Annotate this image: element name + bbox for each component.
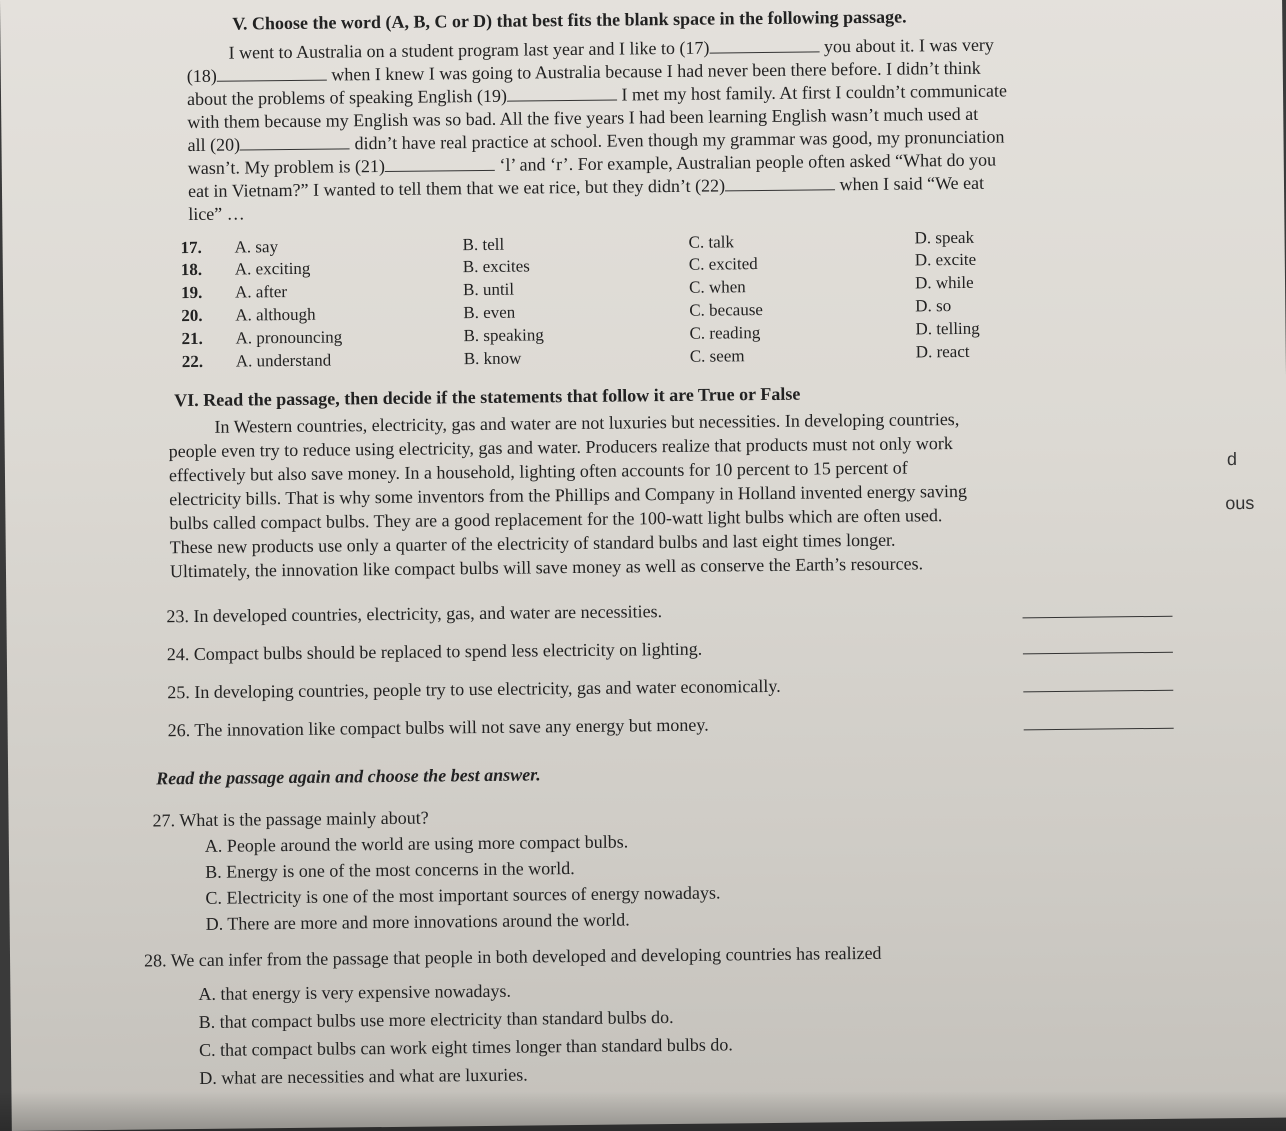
option-a[interactable]: A. understand (235, 350, 332, 371)
question-number: 18. (180, 259, 203, 280)
option-d[interactable]: D. excite (914, 249, 977, 270)
margin-fragment: ous (1225, 492, 1255, 514)
option-c[interactable]: C. excited (688, 254, 758, 274)
option-b[interactable]: B. speaking (463, 325, 544, 346)
question-number: 20. (181, 305, 203, 326)
question-number: 17. (180, 237, 202, 258)
option-c[interactable]: C. talk (688, 232, 735, 252)
option-a[interactable]: A. say (234, 237, 279, 257)
answer-option[interactable]: A. People around the world are using more compact bulbs. (204, 831, 629, 856)
option-b[interactable]: B. even (463, 302, 516, 323)
passage-line: about the problems of speaking English (19) I met my host family. At first I couldn’t communicate (186, 80, 1007, 110)
question-number: 19. (180, 282, 203, 303)
passage-line: I went to Australia on a student program last year and I like to (17) you about it. I was very (228, 34, 994, 63)
answer-line[interactable] (1023, 616, 1173, 619)
answer-line[interactable] (1024, 728, 1174, 731)
option-b[interactable]: B. tell (462, 234, 505, 255)
answer-option[interactable]: C. that compact bulbs can work eight times longer than standard bulbs do. (198, 1034, 733, 1060)
passage-line: with them because my English was so bad. All the five years I had been learning English wasn’t much used at (187, 103, 979, 133)
blank-17[interactable] (709, 37, 819, 53)
option-a[interactable]: A. after (234, 282, 288, 302)
blank-22[interactable] (725, 175, 835, 191)
passage-line: people even try to reduce using electricity, gas and water. Producers realize that products must not only work (168, 433, 953, 462)
blank-19[interactable] (507, 86, 617, 102)
answer-option[interactable]: A. that energy is very expensive nowadays. (198, 980, 512, 1004)
section-6-title: VI. Read the passage, then decide if the statements that follow it are True or False (174, 383, 801, 411)
answer-option[interactable]: C. Electricity is one of the most important sources of energy nowadays. (205, 882, 721, 908)
answer-option[interactable]: D. what are necessities and what are luxuries. (199, 1064, 528, 1088)
blank-20[interactable] (240, 134, 350, 150)
option-a[interactable]: A. pronouncing (235, 327, 343, 348)
option-d[interactable]: D. react (915, 341, 970, 362)
question-number: 22. (181, 351, 204, 372)
section-7-title: Read the passage again and choose the best answer. (156, 764, 541, 789)
option-d[interactable]: D. speak (914, 227, 975, 248)
question-number: 21. (181, 328, 203, 349)
statement: 25. In developing countries, people try to use electricity, gas and water economically. (167, 675, 781, 703)
passage-line: bulbs called compact bulbs. They are a good replacement for the 100-watt light bulbs which are often used. (169, 505, 943, 534)
option-d[interactable]: D. so (915, 296, 952, 316)
passage-line: (18) when I knew I was going to Australia because I had never been there before. I didn’t think (186, 57, 981, 87)
page-shadow (0, 1091, 1286, 1131)
section-5-title: V. Choose the word (A, B, C or D) that best fits the blank space in the following passage. (232, 6, 907, 34)
question-stem: 27. What is the passage mainly about? (152, 807, 429, 831)
passage-line: eat in Vietnam?” I wanted to tell them that we eat rice, but they didn’t (22) when I said “We eat (187, 172, 985, 202)
option-b[interactable]: B. excites (462, 256, 530, 277)
option-b[interactable]: B. know (463, 348, 522, 369)
option-a[interactable]: A. exciting (234, 258, 311, 279)
answer-option[interactable]: B. Energy is one of the most concerns in the world. (205, 858, 575, 882)
statement: 23. In developed countries, electricity, gas, and water are necessities. (166, 601, 663, 627)
passage-line: electricity bills. That is why some inventors from the Phillips and Company in Holland invented energy saving (169, 480, 968, 510)
answer-line[interactable] (1023, 690, 1173, 693)
option-d[interactable]: D. while (914, 272, 974, 293)
passage-line: Ultimately, the innovation like compact bulbs will save money as well as conserve the Earth’s resources. (169, 553, 924, 582)
passage-line: In Western countries, electricity, gas and water are not luxuries but necessities. In developing countries, (214, 408, 960, 437)
option-c[interactable]: C. because (689, 300, 764, 320)
statement: 24. Compact bulbs should be replaced to spend less electricity on lighting. (166, 638, 703, 665)
option-a[interactable]: A. although (235, 304, 316, 325)
passage-line: all (20) didn’t have real practice at school. Even though my grammar was good, my pronunciation (187, 126, 1005, 156)
blank-18[interactable] (217, 66, 327, 82)
statement: 26. The innovation like compact bulbs will not save any energy but money. (167, 714, 709, 741)
option-c[interactable]: C. seem (689, 346, 745, 366)
answer-line[interactable] (1023, 652, 1173, 655)
option-c[interactable]: C. when (688, 277, 746, 297)
option-b[interactable]: B. until (462, 279, 515, 300)
option-c[interactable]: C. reading (689, 323, 761, 343)
margin-fragment: d (1226, 449, 1237, 470)
passage-line: effectively but also save money. In a household, lighting often accounts for 10 percent to 15 percent of (168, 457, 908, 486)
question-stem: 28. We can infer from the passage that people in both developed and developing countries has realized (143, 942, 882, 971)
answer-option[interactable]: D. There are more and more innovations around the world. (205, 909, 630, 934)
option-d[interactable]: D. telling (915, 318, 980, 339)
passage-line: wasn’t. My problem is (21) ‘l’ and ‘r’. For example, Australian people often asked “What do you (187, 149, 997, 179)
passage-line: lice” … (188, 203, 245, 225)
passage-line: These new products use only a quarter of the electricity of standard bulbs and last eight times longer. (169, 529, 896, 558)
blank-21[interactable] (385, 156, 495, 172)
answer-option[interactable]: B. that compact bulbs use more electricity than standard bulbs do. (198, 1007, 674, 1032)
